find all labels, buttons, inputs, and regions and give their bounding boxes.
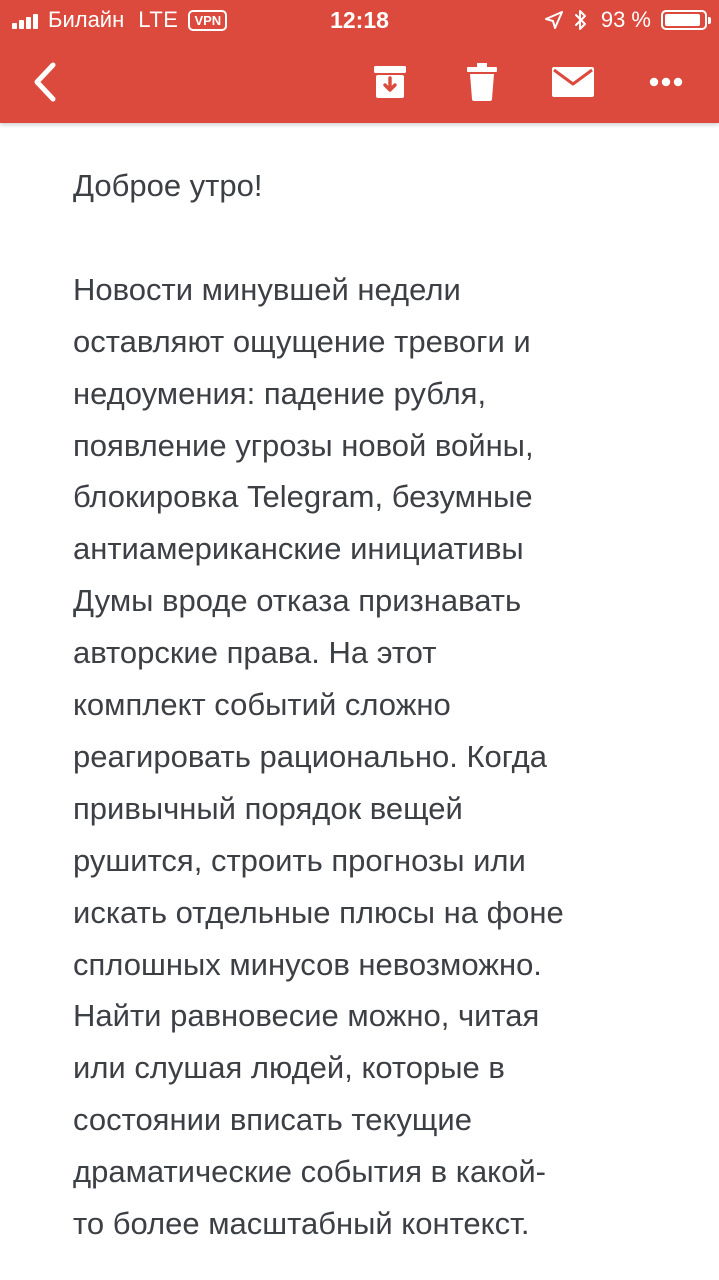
message-line: блокировка Telegram, безумные — [73, 479, 533, 515]
message-line: появление угрозы новой войны, — [73, 427, 534, 463]
message-line: Думы вроде отказа признавать — [73, 583, 522, 619]
battery-icon — [661, 10, 707, 30]
message-line: искать отдельные плюсы на фоне — [73, 894, 564, 930]
message-line: сплошных минусов невозможно. — [73, 946, 542, 982]
back-button[interactable] — [22, 56, 66, 108]
archive-button[interactable] — [366, 56, 414, 108]
status-time: 12:18 — [330, 7, 389, 33]
more-options-button[interactable] — [641, 56, 691, 108]
message-paragraph — [73, 264, 673, 1250]
carrier-name: Билайн — [48, 7, 125, 32]
message-line: рушится, строить прогнозы или — [73, 842, 526, 878]
message-line: то более масштабный контекст. — [73, 1206, 530, 1242]
message-body — [73, 160, 673, 1250]
archive-icon — [372, 64, 408, 100]
envelope-icon — [552, 67, 594, 97]
message-line: Новости минувшей недели — [73, 271, 461, 307]
message-line: состоянии вписать текущие — [73, 1102, 472, 1138]
trash-icon — [467, 63, 497, 101]
message-line: антиамериканские инициативы — [73, 531, 524, 567]
message-line: Найти равновесие можно, читая — [73, 998, 540, 1034]
delete-button[interactable] — [458, 56, 506, 108]
battery-percentage: 93 % — [600, 7, 651, 32]
status-bar — [0, 0, 719, 40]
message-line: или слушая людей, которые в — [73, 1050, 505, 1086]
app-header — [0, 0, 719, 123]
message-line: привычный порядок вещей — [73, 790, 463, 826]
message-greeting: Доброе утро! — [73, 168, 263, 203]
vpn-badge: VPN — [188, 10, 227, 31]
battery-fill — [665, 14, 700, 26]
mark-unread-button[interactable] — [548, 56, 598, 108]
message-line: реагировать рационально. Когда — [73, 738, 547, 774]
message-line: драматические события в какой- — [73, 1154, 546, 1190]
location-arrow-icon — [545, 11, 563, 29]
message-line: авторские права. На этот — [73, 635, 437, 671]
network-type: LTE — [138, 7, 179, 32]
bluetooth-icon — [573, 9, 589, 31]
status-right — [545, 7, 707, 33]
more-horizontal-icon — [649, 77, 683, 87]
message-line: комплект событий сложно — [73, 687, 451, 723]
message-line: недоумения: падение рубля, — [73, 375, 487, 411]
chevron-left-icon — [29, 62, 59, 102]
message-line: оставляют ощущение тревоги и — [73, 323, 531, 359]
